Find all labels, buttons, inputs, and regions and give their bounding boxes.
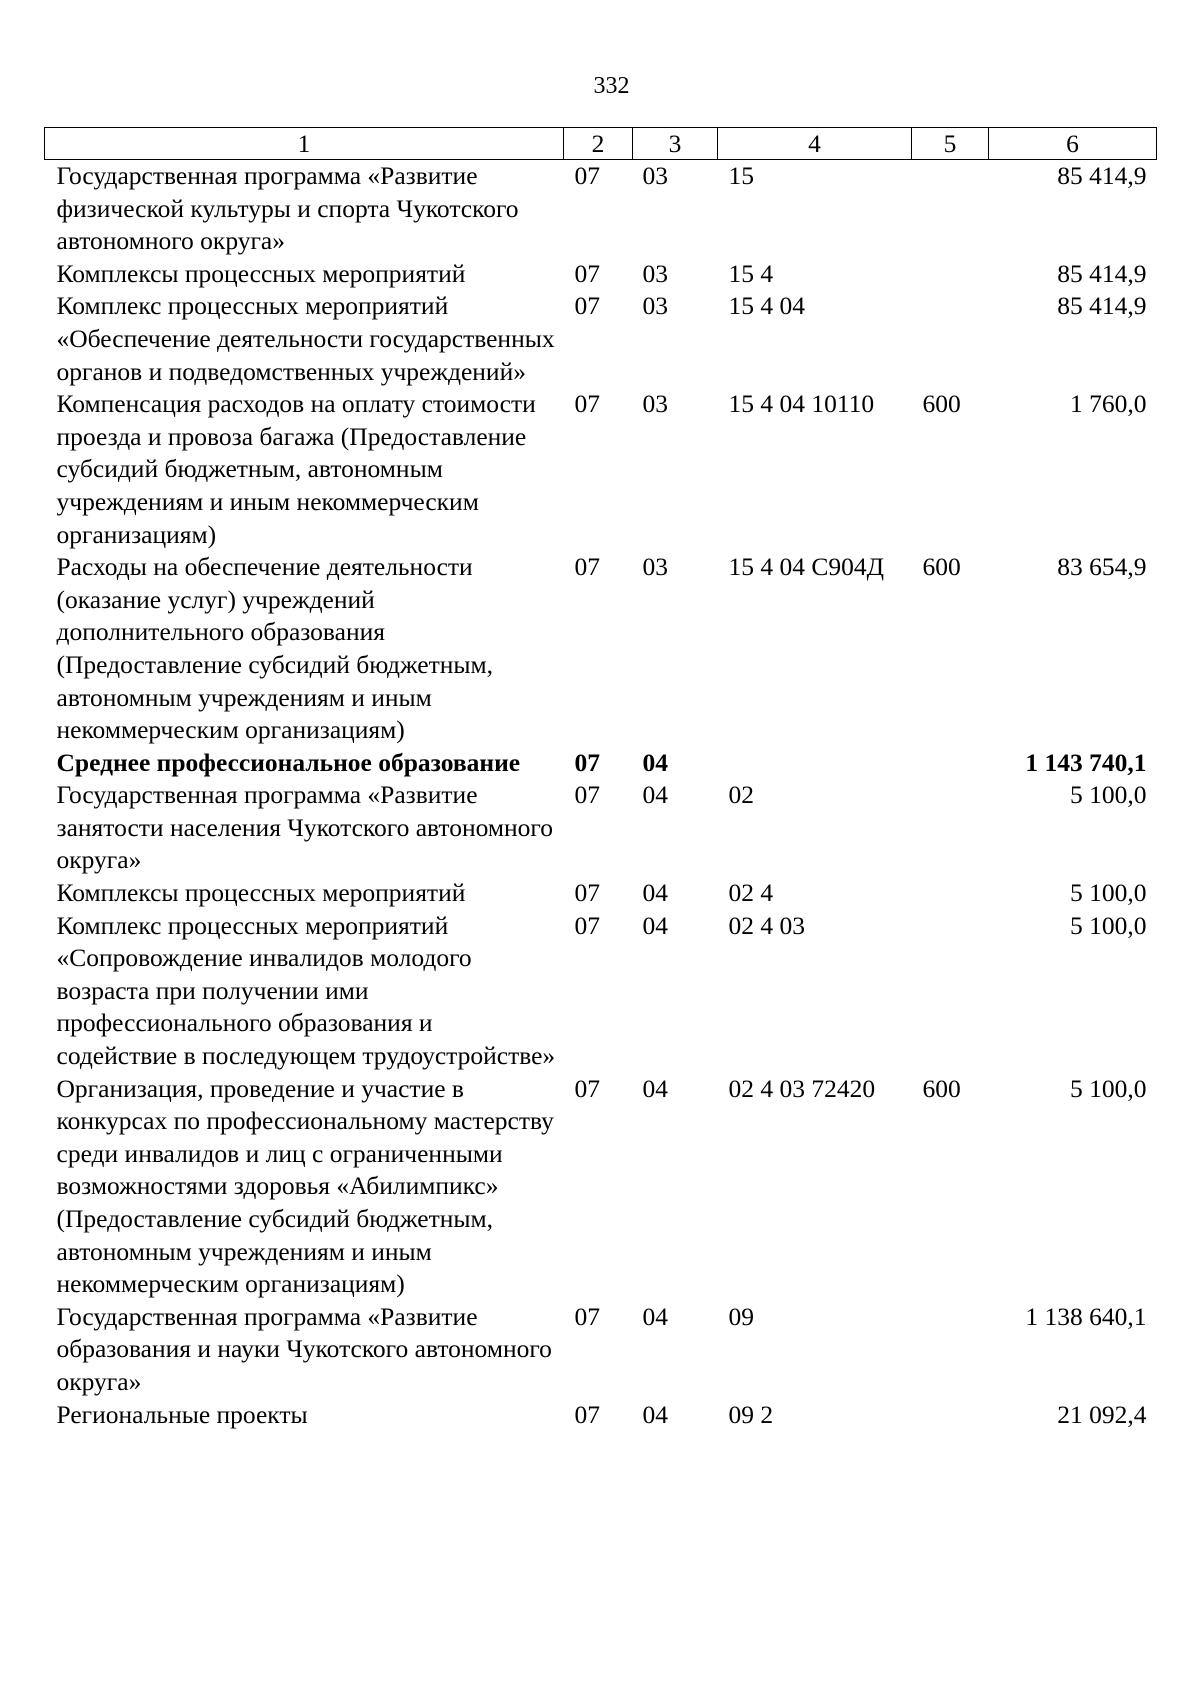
- header-cell-subsection: 3: [633, 128, 718, 160]
- row-subsection: 04: [642, 1073, 668, 1103]
- row-amount: 1 760,0: [1070, 389, 1147, 419]
- row-name: Комплекс процессных мероприятий «Обеспечение деятельности государственных органов и подведомственных учреждений»: [56, 291, 555, 386]
- row-subsection: 04: [642, 780, 668, 810]
- row-target-article: 15 4: [728, 258, 774, 288]
- table-row: [45, 290, 1157, 388]
- row-subsection: 04: [642, 747, 668, 777]
- header-cell-name: 1: [45, 128, 564, 160]
- row-expense-type: [912, 910, 989, 1073]
- row-section: 07: [574, 291, 600, 321]
- page-number: 332: [593, 73, 630, 99]
- header-cell-section: 2: [564, 128, 633, 160]
- table-row: [45, 877, 1157, 910]
- row-target-article: 02 4: [728, 878, 774, 908]
- row-name: Компенсация расходов на оплату стоимости проезда и провоза багажа (Предоставление субсидий бюджетным, автономным учреждениям и иным некоммерческим организациям): [56, 389, 536, 549]
- row-expense-type: [912, 1399, 989, 1432]
- row-subsection: 03: [642, 389, 668, 419]
- row-subsection: 03: [642, 291, 668, 321]
- row-subsection: 04: [642, 910, 668, 940]
- row-subsection: 03: [642, 258, 668, 288]
- row-section: 07: [574, 878, 600, 908]
- row-name: Региональные проекты: [56, 1399, 308, 1429]
- row-subsection: 04: [642, 878, 668, 908]
- row-section: 07: [574, 161, 600, 190]
- row-name: Государственная программа «Развитие занятости населения Чукотского автономного округа»: [56, 780, 553, 875]
- row-expense-type: 600: [922, 389, 961, 419]
- row-section: 07: [574, 1301, 600, 1331]
- row-subsection: 03: [642, 161, 668, 190]
- row-section: 07: [574, 258, 600, 288]
- table-row: [45, 160, 1157, 258]
- budget-table: [44, 127, 1157, 1431]
- table-row: [45, 258, 1157, 291]
- table-row: [45, 747, 1157, 780]
- row-section: 07: [574, 910, 600, 940]
- row-expense-type: [912, 160, 989, 258]
- row-amount: 5 100,0: [1070, 910, 1147, 940]
- row-expense-type: [912, 258, 989, 291]
- row-name: Комплекс процессных мероприятий «Сопровождение инвалидов молодого возраста при получении ими профессионального образования и содействие в последующем трудоустройстве»: [56, 910, 556, 1071]
- row-subsection: 04: [642, 1301, 668, 1331]
- row-expense-type: 600: [922, 552, 961, 582]
- row-amount: 83 654,9: [1057, 552, 1147, 582]
- row-section: 07: [574, 552, 600, 582]
- row-target-article: 09: [728, 1301, 754, 1331]
- row-target-article: 02 4 03 72420: [728, 1073, 876, 1103]
- table-row: [45, 779, 1157, 877]
- row-target-article: 02 4 03: [728, 910, 805, 940]
- row-expense-type: [912, 290, 989, 388]
- table-row: [45, 1073, 1157, 1301]
- row-target-article: 15 4 04 С904Д: [728, 552, 885, 582]
- row-expense-type: [912, 877, 989, 910]
- row-section: 07: [574, 747, 600, 777]
- row-target-article: 02: [728, 780, 754, 810]
- row-amount: 21 092,4: [1057, 1399, 1147, 1429]
- row-section: 07: [574, 780, 600, 810]
- row-expense-type: [912, 747, 989, 780]
- row-amount: 5 100,0: [1070, 878, 1147, 908]
- row-name: Государственная программа «Развитие образования и науки Чукотского автономного округа»: [56, 1301, 552, 1396]
- row-expense-type: 600: [922, 1073, 961, 1103]
- row-amount: 85 414,9: [1057, 291, 1147, 321]
- table-row: [45, 910, 1157, 1073]
- table-row: [45, 388, 1157, 551]
- row-expense-type: [912, 1301, 989, 1399]
- table-row: [45, 551, 1157, 747]
- table-body: [45, 160, 1157, 1432]
- row-amount: 5 100,0: [1070, 1073, 1147, 1103]
- row-name: Расходы на обеспечение деятельности (оказание услуг) учреждений дополнительного образования (Предоставление субсидий бюджетным, автономным учреждениям и иным некоммерческим организациям): [56, 552, 494, 745]
- row-name: Комплексы процессных мероприятий: [56, 878, 466, 908]
- row-amount: 85 414,9: [1057, 258, 1147, 288]
- row-target-article: [718, 747, 912, 780]
- table-header: [45, 128, 1157, 160]
- table-row: [45, 1399, 1157, 1432]
- row-expense-type: [912, 779, 989, 877]
- header-cell-amount: 6: [989, 128, 1157, 160]
- header-cell-expense-type: 5: [912, 128, 989, 160]
- row-amount: 1 143 740,1: [1025, 747, 1147, 777]
- row-amount: 5 100,0: [1070, 780, 1147, 810]
- row-name: Государственная программа «Развитие физической культуры и спорта Чукотского автономного округа»: [56, 161, 519, 256]
- row-section: 07: [574, 1073, 600, 1103]
- row-target-article: 15 4 04: [728, 291, 805, 321]
- row-target-article: 09 2: [728, 1399, 774, 1429]
- row-amount: 1 138 640,1: [1025, 1301, 1147, 1331]
- row-section: 07: [574, 389, 600, 419]
- table-row: [45, 1301, 1157, 1399]
- row-amount: 85 414,9: [1057, 161, 1147, 190]
- row-target-article: 15: [728, 161, 754, 190]
- header-cell-target-article: 4: [718, 128, 912, 160]
- row-name: Комплексы процессных мероприятий: [56, 258, 466, 288]
- header-row: [45, 128, 1157, 160]
- row-subsection: 03: [642, 552, 668, 582]
- row-target-article: 15 4 04 10110: [728, 389, 875, 419]
- row-name: Организация, проведение и участие в конкурсах по профессиональному мастерству среди инвалидов и лиц с ограниченными возможностями здоровья «Абилимпикс» (Предоставление субсидий бюджетным, автономным учреждениям и иным некоммерческим организациям): [56, 1073, 554, 1299]
- row-subsection: 04: [642, 1399, 668, 1429]
- row-name: Среднее профессиональное образование: [56, 747, 521, 777]
- row-section: 07: [574, 1399, 600, 1429]
